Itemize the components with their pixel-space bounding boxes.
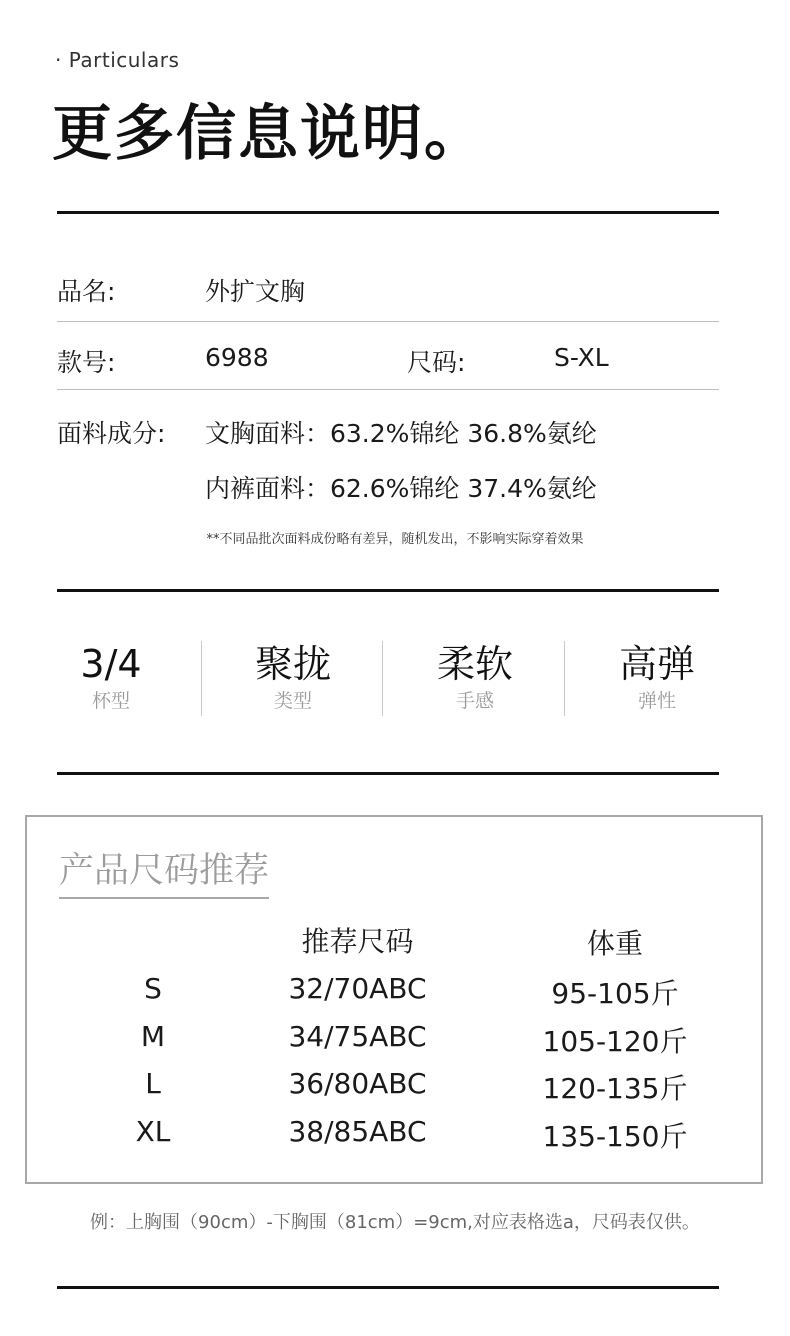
size-table-cell-weight: 120-135斤 (542, 1072, 688, 1105)
size-table-cell-weight: 105-120斤 (542, 1025, 688, 1058)
divider (57, 772, 719, 775)
size-table-cell-size: S (144, 972, 162, 1005)
feature-divider (382, 641, 383, 716)
feature-value: 高弹 (618, 642, 695, 686)
style-number-value: 6988 (205, 343, 269, 372)
size-value: S-XL (554, 343, 609, 372)
feature-value: 聚拢 (254, 642, 331, 686)
fabric-label: 面料成分: (57, 419, 166, 448)
size-table-cell-bra: 38/85ABC (288, 1115, 427, 1148)
product-name-label: 品名: (57, 277, 116, 306)
feature-value: 柔软 (436, 642, 513, 686)
size-table-header-weight: 体重 (586, 927, 643, 960)
size-table-cell-weight: 135-150斤 (542, 1120, 688, 1153)
divider (57, 1286, 719, 1289)
feature-label: 弹性 (637, 690, 676, 712)
size-table-header-recommended: 推荐尺码 (301, 925, 414, 958)
size-table-cell-size: L (145, 1067, 161, 1100)
size-table-title: 产品尺码推荐 (59, 843, 269, 899)
size-table-cell-size: M (140, 1020, 166, 1053)
feature-label: 杯型 (91, 690, 130, 712)
feature-label: 手感 (455, 690, 494, 712)
size-table-cell-weight: 95-105斤 (551, 977, 679, 1010)
fabric-row-brief: 内裤面料：62.6%锦纶 37.4%氨纶 (205, 474, 597, 503)
divider (57, 589, 719, 592)
section-eyebrow: · Particulars (55, 48, 180, 72)
feature-divider (564, 641, 565, 716)
feature-label: 类型 (273, 690, 312, 712)
feature-value: 3/4 (80, 642, 142, 686)
fabric-note: **不同品批次面料成份略有差异，随机发出，不影响实际穿着效果 (206, 532, 584, 547)
divider (57, 321, 719, 322)
fabric-row-bra: 文胸面料：63.2%锦纶 36.8%氨纶 (205, 419, 597, 448)
size-label: 尺码: (407, 348, 466, 377)
feature-cup-type (20, 640, 202, 714)
style-number-label: 款号: (57, 348, 116, 377)
divider (57, 211, 719, 214)
size-table-cell-bra: 32/70ABC (288, 972, 427, 1005)
size-table-cell-bra: 36/80ABC (288, 1067, 427, 1100)
feature-style (202, 640, 384, 714)
product-name-value: 外扩文胸 (205, 277, 306, 306)
feature-elasticity (566, 640, 748, 714)
size-table-cell-size: XL (135, 1115, 171, 1148)
page-title: 更多信息说明。 (52, 99, 486, 169)
size-calculation-note: 例：上胸围（90cm）-下胸围（81cm）=9cm,对应表格选a，尺码表仅供。 (90, 1212, 700, 1233)
size-table-cell-bra: 34/75ABC (288, 1020, 427, 1053)
feature-feel (384, 640, 566, 714)
divider (57, 389, 719, 390)
